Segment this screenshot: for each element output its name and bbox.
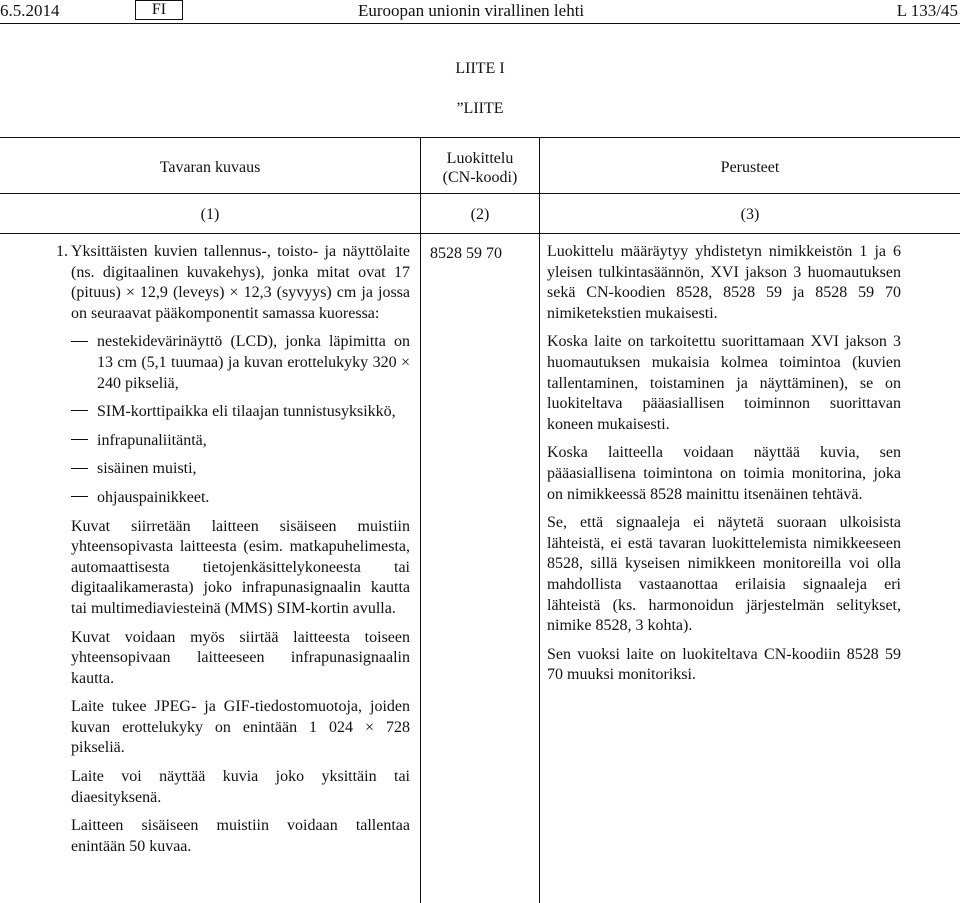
reason-paragraph: Luokittelu määräytyy yhdistetyn nimikkeistön 1 ja 6 yleisen tulkintasäännön, XVI jakson 3 huomautuksen sekä CN-koodien 8528, 8528 59 ja 8528 59 70 nimiketekstien mukaisesti.: [547, 243, 901, 322]
description-intro: Yksittäisten kuvien tallennus-, toisto- ja näyttölaite (ns. digitaalinen kuvakehys), jonka mitat ovat 17 (pituus) × 12,9 (leveys) × 12,3 (syvyys) cm ja jossa on seuraavat pääkomponentit samassa kuoressa:: [71, 243, 410, 322]
dash-marker: [71, 431, 97, 452]
component-item: [71, 402, 410, 423]
description-body: [56, 332, 410, 857]
component-text: ohjauspainikkeet.: [97, 488, 210, 506]
goods-description: [56, 242, 410, 865]
dash-marker: [71, 402, 97, 423]
reason-paragraph: Sen vuoksi laite on luokiteltava CN-koodiin 8528 59 70 muuksi monitoriksi.: [547, 645, 901, 684]
column-heading-reasons: [540, 158, 960, 177]
component-text: sisäinen muisti,: [97, 460, 197, 478]
component-text: nestekidevärinäyttö (LCD), jonka läpimitta on 13 cm (5,1 tuumaa) ja kuvan erottelukyky 320 × 240 pikseliä,: [97, 333, 410, 392]
column-separator: [539, 137, 540, 903]
annex-subtitle: ”LIITE: [456, 100, 504, 117]
description-paragraph: Laitteen sisäiseen muistiin voidaan tallentaa enintään 50 kuvaa.: [71, 817, 410, 855]
column-heading-description: [0, 158, 420, 177]
component-text: infrapunaliitäntä,: [97, 431, 207, 449]
column-number-3: (3): [740, 206, 760, 223]
classification-reasons: [547, 242, 901, 694]
table-number-rule: [0, 233, 960, 234]
dash-marker: [71, 459, 97, 480]
description-paragraph: Kuvat siirretään laitteen sisäiseen muistiin yhteensopivasta laitteesta (esim. matkapuhelimesta, automaattisesta tietojenkäsittelykoneesta tai digitaalikamerasta) joko infrapunasignaalin kautta tai multimediaviesteinä (MMS) SIM-kortin avulla.: [71, 517, 410, 617]
reason-paragraph: Koska laitteella voidaan näyttää kuvia, sen pääasiallisena toimintona on toimia monitorina, joka on nimikkeessä 8528 mainittu itsenäinen tehtävä.: [547, 444, 901, 503]
column-heading-text: (CN-koodi): [442, 169, 518, 186]
journal-title: Euroopan unionin virallinen lehti: [358, 1, 585, 20]
component-item: [71, 459, 410, 480]
table-heading-rule: [0, 193, 960, 194]
dash-marker: [71, 488, 97, 509]
description-paragraph: Kuvat voidaan myös siirtää laitteesta toiseen yhteensopivaan laitteeseen infrapunasignaalin kautta.: [71, 628, 410, 687]
column-heading-text: Perusteet: [720, 159, 780, 176]
annex-title: LIITE I: [455, 60, 505, 77]
language-code-box: FI: [135, 0, 183, 20]
column-number-2: (2): [470, 206, 490, 223]
component-item: [71, 332, 410, 394]
column-heading-text: Tavaran kuvaus: [159, 159, 261, 176]
table-top-rule: [0, 137, 960, 138]
column-heading-text: Luokittelu: [446, 150, 514, 167]
header-rule: [0, 23, 960, 24]
component-text: SIM-korttipaikka eli tilaajan tunnistusyksikkö,: [97, 403, 396, 421]
reason-paragraph: Koska laite on tarkoitettu suorittamaan XVI jakson 3 huomautuksen mukaisia kolmea toimintoa (kuvien tallentaminen, toistaminen ja näyttäminen), se on luokiteltava pääasiallisen toiminnon suorittavan koneen mukaisesti.: [547, 333, 901, 433]
reason-paragraph: Se, että signaaleja ei näytetä suoraan ulkoisista lähteistä, ei estä tavaran luokittelemista nimikkeeseen 8528, sillä kyseisen nimikkeen monitoreilla voi olla mahdollista vastaanottaa erilaisia signaaleja eri lähteistä (ks. harmonoidun järjestelmän selitykset, nimike 8528, 3 kohta).: [547, 514, 901, 635]
column-separator: [420, 137, 421, 903]
column-number-1: (1): [200, 206, 220, 223]
item-number: 1.: [56, 243, 68, 260]
page-header: [0, 0, 960, 22]
page-reference: L 133/45: [896, 1, 958, 20]
dash-marker: [71, 332, 97, 394]
description-paragraph: Laite voi näyttää kuvia joko yksittäin tai diaesityksenä.: [71, 768, 410, 806]
component-item: [71, 431, 410, 452]
cn-code: 8528 59 70: [430, 245, 502, 262]
component-item: [71, 488, 410, 509]
item-entry: [56, 242, 410, 324]
column-heading-cn-code: [421, 149, 539, 187]
description-paragraph: Laite tukee JPEG- ja GIF-tiedostomuotoja, joiden kuvan erottelukyky on enintään 1 024 × 728 pikseliä.: [71, 698, 410, 757]
publication-date: 6.5.2014: [0, 1, 60, 20]
